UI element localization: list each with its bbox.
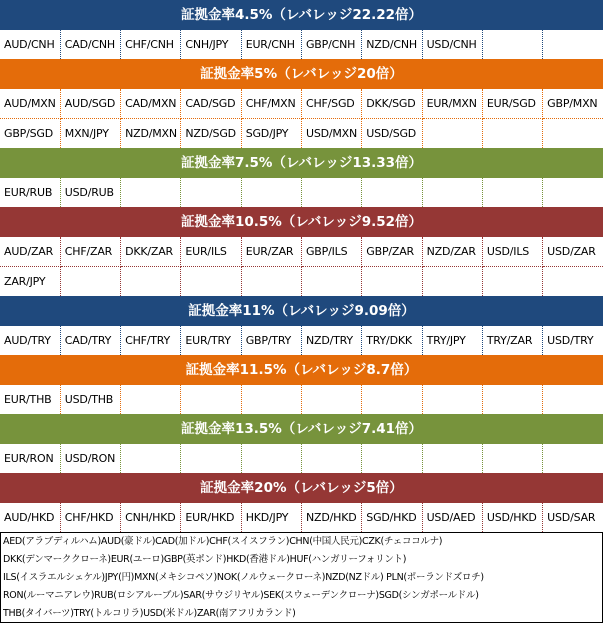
currency-pair-cell: AUD/HKD bbox=[0, 503, 60, 532]
currency-pair-cell bbox=[422, 444, 482, 473]
currency-pair-cell: EUR/THB bbox=[0, 385, 60, 414]
currency-pair-cell: DKK/ZAR bbox=[121, 237, 181, 267]
table-row bbox=[0, 178, 603, 207]
currency-pair-cell: HKD/JPY bbox=[241, 503, 301, 532]
currency-pair-cell bbox=[482, 119, 542, 149]
currency-pair-cell: GBP/TRY bbox=[241, 326, 301, 355]
currency-pair-cell bbox=[181, 178, 241, 207]
legend-line: THB(タイバーツ)TRY(トルコリラ)USD(米ドル)ZAR(南アフリカランド) bbox=[3, 608, 296, 619]
currency-pair-table bbox=[0, 237, 603, 296]
currency-pair-cell: ZAR/JPY bbox=[0, 267, 60, 297]
currency-pair-cell: EUR/HKD bbox=[181, 503, 241, 532]
currency-pair-cell: CAD/SGD bbox=[181, 89, 241, 119]
currency-pair-cell: USD/TRY bbox=[547, 334, 594, 347]
currency-pair-cell: AUD/CNH bbox=[0, 30, 60, 59]
currency-pair-cell bbox=[543, 119, 603, 149]
legend-line: ILS(イスラエルシェケル)JPY(円)MXN(メキシコペソ)NOK(ノルウェークローネ)NZD(NZドル) PLN(ポーランドズロチ) bbox=[3, 572, 484, 583]
currency-pair-cell: SGD/HKD bbox=[362, 503, 422, 532]
currency-pair-cell bbox=[543, 444, 603, 473]
currency-pair-cell: TRY/JPY bbox=[422, 326, 482, 355]
currency-pair-cell bbox=[181, 444, 241, 473]
currency-pair-cell bbox=[362, 385, 422, 414]
currency-pair-cell: MXN/JPY bbox=[60, 119, 120, 149]
currency-pair-cell bbox=[241, 385, 301, 414]
currency-pair-cell bbox=[362, 178, 422, 207]
currency-pair-cell bbox=[543, 267, 603, 297]
currency-pair-cell: GBP/SGD bbox=[0, 119, 60, 149]
table-row bbox=[0, 326, 603, 355]
currency-pair-cell: EUR/RUB bbox=[0, 178, 60, 207]
currency-pair-cell: TRY/DKK bbox=[362, 326, 422, 355]
section-header: 証拠金率5%（レバレッジ20倍） bbox=[0, 59, 603, 89]
section-header: 証拠金率11%（レバレッジ9.09倍） bbox=[0, 296, 603, 326]
table-row bbox=[0, 385, 603, 414]
currency-pair-cell bbox=[301, 385, 361, 414]
currency-pair-cell: USD/SAR bbox=[547, 511, 596, 524]
currency-pair-cell bbox=[301, 444, 361, 473]
section-header: 証拠金率13.5%（レバレッジ7.41倍） bbox=[0, 414, 603, 444]
currency-pair-cell: USD/AED bbox=[422, 503, 482, 532]
currency-pair-cell: USD/RUB bbox=[60, 178, 120, 207]
currency-pair-cell bbox=[241, 444, 301, 473]
currency-pair-cell: USD/RON bbox=[60, 444, 120, 473]
currency-pair-cell bbox=[181, 267, 241, 297]
currency-pair-cell: GBP/CNH bbox=[301, 30, 361, 59]
currency-pair-cell: SGD/JPY bbox=[241, 119, 301, 149]
currency-pair-cell bbox=[422, 385, 482, 414]
table-row bbox=[0, 119, 603, 149]
currency-pair-cell bbox=[422, 267, 482, 297]
currency-pair-cell: CHF/ZAR bbox=[60, 237, 120, 267]
section-header: 証拠金率4.5%（レバレッジ22.22倍） bbox=[0, 0, 603, 30]
currency-pair-cell: NZD/ZAR bbox=[422, 237, 482, 267]
currency-pair-cell: EUR/RON bbox=[0, 444, 60, 473]
currency-pair-cell: AUD/MXN bbox=[0, 89, 60, 119]
currency-pair-cell: AUD/TRY bbox=[0, 326, 60, 355]
currency-pair-table bbox=[0, 30, 603, 59]
currency-pair-table bbox=[0, 178, 603, 207]
currency-pair-cell: EUR/ILS bbox=[181, 237, 241, 267]
section-header: 証拠金率10.5%（レバレッジ9.52倍） bbox=[0, 207, 603, 237]
currency-pair-cell bbox=[121, 385, 181, 414]
currency-pair-cell: AUD/SGD bbox=[60, 89, 120, 119]
section-header: 証拠金率7.5%（レバレッジ13.33倍） bbox=[0, 148, 603, 178]
section-header: 証拠金率20%（レバレッジ5倍） bbox=[0, 473, 603, 503]
table-row bbox=[0, 237, 603, 267]
currency-pair-cell bbox=[301, 178, 361, 207]
table-row bbox=[0, 30, 603, 59]
currency-pair-cell: TRY/ZAR bbox=[482, 326, 542, 355]
currency-pair-cell: CHF/TRY bbox=[121, 326, 181, 355]
section-header: 証拠金率11.5%（レバレッジ8.7倍） bbox=[0, 355, 603, 385]
currency-pair-cell: EUR/SGD bbox=[482, 89, 542, 119]
currency-pair-cell: CNH/HKD bbox=[121, 503, 181, 532]
currency-pair-table bbox=[0, 503, 603, 532]
currency-pair-cell bbox=[482, 267, 542, 297]
currency-pair-cell: CHF/HKD bbox=[60, 503, 120, 532]
currency-pair-cell: EUR/TRY bbox=[181, 326, 241, 355]
currency-pair-cell: EUR/ZAR bbox=[241, 237, 301, 267]
currency-pair-table bbox=[0, 444, 603, 473]
currency-pair-cell: DKK/SGD bbox=[362, 89, 422, 119]
currency-pair-cell bbox=[543, 30, 603, 59]
currency-pair-cell: GBP/MXN bbox=[543, 89, 603, 119]
currency-pair-cell: USD/HKD bbox=[482, 503, 542, 532]
currency-pair-cell: CHF/SGD bbox=[301, 89, 361, 119]
currency-pair-cell bbox=[301, 267, 361, 297]
legend-line: RON(ルーマニアレウ)RUB(ロシアルーブル)SAR(サウジリヤル)SEK(スウェーデンクローナ)SGD(シンガポールドル) bbox=[3, 590, 479, 601]
currency-pair-cell: NZD/SGD bbox=[181, 119, 241, 149]
table-row bbox=[0, 267, 603, 297]
currency-pair-cell bbox=[362, 267, 422, 297]
currency-pair-cell: USD/SGD bbox=[362, 119, 422, 149]
currency-legend bbox=[0, 532, 603, 623]
currency-pair-cell: NZD/TRY bbox=[301, 326, 361, 355]
currency-pair-cell bbox=[362, 444, 422, 473]
currency-pair-cell bbox=[482, 444, 542, 473]
currency-pair-table bbox=[0, 89, 603, 148]
table-row bbox=[0, 503, 603, 532]
currency-pair-cell bbox=[60, 267, 120, 297]
currency-pair-cell bbox=[543, 178, 603, 207]
currency-pair-table bbox=[0, 326, 603, 355]
currency-pair-cell: CAD/MXN bbox=[121, 89, 181, 119]
currency-pair-cell: USD/ZAR bbox=[543, 237, 603, 267]
currency-pair-cell bbox=[482, 385, 542, 414]
currency-pair-cell: GBP/ILS bbox=[301, 237, 361, 267]
currency-pair-cell bbox=[422, 119, 482, 149]
currency-pair-cell: CAD/CNH bbox=[60, 30, 120, 59]
legend-line: DKK(デンマーククローネ)EUR(ユーロ)GBP(英ポンド)HKD(香港ドル)HUF(ハンガリーフォリント) bbox=[3, 554, 407, 565]
currency-pair-cell bbox=[543, 385, 603, 414]
table-row bbox=[0, 444, 603, 473]
currency-pair-cell: NZD/CNH bbox=[362, 30, 422, 59]
currency-pair-cell: AUD/ZAR bbox=[0, 237, 60, 267]
currency-pair-cell: USD/MXN bbox=[301, 119, 361, 149]
currency-pair-cell bbox=[482, 178, 542, 207]
currency-pair-cell bbox=[482, 30, 542, 59]
currency-pair-cell bbox=[181, 385, 241, 414]
currency-pair-cell bbox=[121, 267, 181, 297]
currency-pair-cell: EUR/MXN bbox=[422, 89, 482, 119]
currency-pair-cell: CNH/JPY bbox=[181, 30, 241, 59]
currency-pair-cell bbox=[241, 178, 301, 207]
currency-pair-cell: NZD/MXN bbox=[121, 119, 181, 149]
currency-pair-cell: USD/ILS bbox=[482, 237, 542, 267]
currency-pair-cell bbox=[241, 267, 301, 297]
currency-pair-cell: GBP/ZAR bbox=[362, 237, 422, 267]
currency-pair-cell: EUR/CNH bbox=[241, 30, 301, 59]
currency-pair-cell bbox=[121, 444, 181, 473]
currency-pair-cell: USD/CNH bbox=[422, 30, 482, 59]
currency-pair-cell: CAD/TRY bbox=[60, 326, 120, 355]
currency-pair-cell bbox=[422, 178, 482, 207]
currency-pair-cell: NZD/HKD bbox=[301, 503, 361, 532]
currency-pair-cell: CHF/CNH bbox=[121, 30, 181, 59]
legend-line: AED(アラブディルハム)AUD(豪ドル)CAD(加ドル)CHF(スイスフラン)CHN(中国人民元)CZK(チェココルナ) bbox=[3, 536, 443, 547]
currency-pair-cell: CHF/MXN bbox=[241, 89, 301, 119]
currency-pair-cell bbox=[121, 178, 181, 207]
table-row bbox=[0, 89, 603, 119]
currency-pair-cell: USD/THB bbox=[60, 385, 120, 414]
currency-pair-table bbox=[0, 385, 603, 414]
